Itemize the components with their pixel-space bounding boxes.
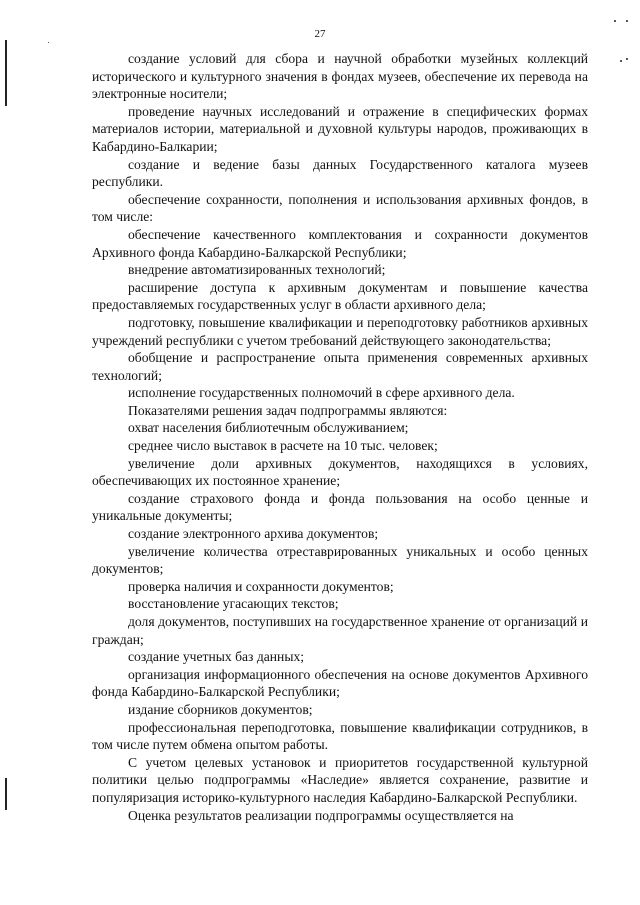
paragraph: создание и ведение базы данных Государственного каталога музеев республики. (92, 156, 588, 190)
paragraph: создание учетных баз данных; (128, 649, 305, 665)
paragraph: создание страхового фонда и фонда пользования на особо ценные и уникальные документы; (92, 490, 588, 524)
page-number: 27 (314, 28, 326, 40)
paragraph: обеспечение сохранности, пополнения и использования архивных фондов, в том числе: (92, 191, 588, 225)
paragraph: обеспечение качественного комплектования и сохранности документов Архивного фонда Кабардино-Балкарской Республики; (92, 226, 588, 260)
scan-edge-mark-bottom (5, 778, 7, 810)
paragraph: проведение научных исследований и отражение в специфических формах материалов истории, материальной и духовной культуры народов, проживающих в Кабардино-Балкарии; (92, 103, 588, 154)
paragraph: С учетом целевых установок и приоритетов государственной культурной политики целью подпрограммы «Наследие» является сохранение, развитие и популяризация историко-культурного наследия Кабардино-Балкарской Республики. (92, 754, 588, 805)
paragraph: внедрение автоматизированных технологий; (128, 262, 386, 278)
paragraph: Показателями решения задач подпрограммы являются: (128, 402, 448, 418)
scan-speck (626, 20, 628, 22)
paragraph: охват населения библиотечным обслуживанием; (128, 420, 409, 436)
scan-speck (626, 58, 628, 60)
paragraph: проверка наличия и сохранности документов; (128, 578, 394, 594)
paragraph: организация информационного обеспечения на основе документов Архивного фонда Кабардино-Балкарской Республики; (92, 666, 588, 700)
paragraph: исполнение государственных полномочий в сфере архивного дела. (128, 385, 515, 401)
scan-speck (614, 20, 616, 22)
paragraph: Оценка результатов реализации подпрограммы осуществляется на (128, 807, 514, 823)
paragraph: увеличение количества отреставрированных уникальных и особо ценных документов; (92, 543, 588, 577)
paragraph: среднее число выставок в расчете на 10 тыс. человек; (128, 438, 438, 454)
paragraph: расширение доступа к архивным документам и повышение качества предоставляемых государственных услуг в области архивного дела; (92, 279, 588, 313)
document-body (92, 50, 588, 824)
paragraph: профессиональная переподготовка, повышение квалификации сотрудников, в том числе путем обмена опытом работы. (92, 719, 588, 753)
paragraph: создание электронного архива документов; (128, 526, 379, 542)
paragraph: создание условий для сбора и научной обработки музейных коллекций исторического и культурного значения в фондах музеев, обеспечение их перевода на электронные носители; (92, 51, 588, 102)
paragraph: доля документов, поступивших на государственное хранение от организаций и граждан; (92, 614, 588, 647)
scan-edge-mark-top (5, 40, 7, 106)
scan-speck (620, 60, 622, 62)
paragraph: увеличение доли архивных документов, находящихся в условиях, обеспечивающих их постоянное хранение; (92, 455, 588, 489)
paragraph: восстановление угасающих текстов; (128, 596, 339, 612)
scan-speck (48, 42, 49, 43)
paragraph: подготовку, повышение квалификации и переподготовку работников архивных учреждений республики с учетом требований действующего законодательства; (92, 314, 588, 348)
paragraph: обобщение и распространение опыта применения современных архивных технологий; (92, 350, 588, 383)
paragraph: издание сборников документов; (128, 701, 313, 717)
